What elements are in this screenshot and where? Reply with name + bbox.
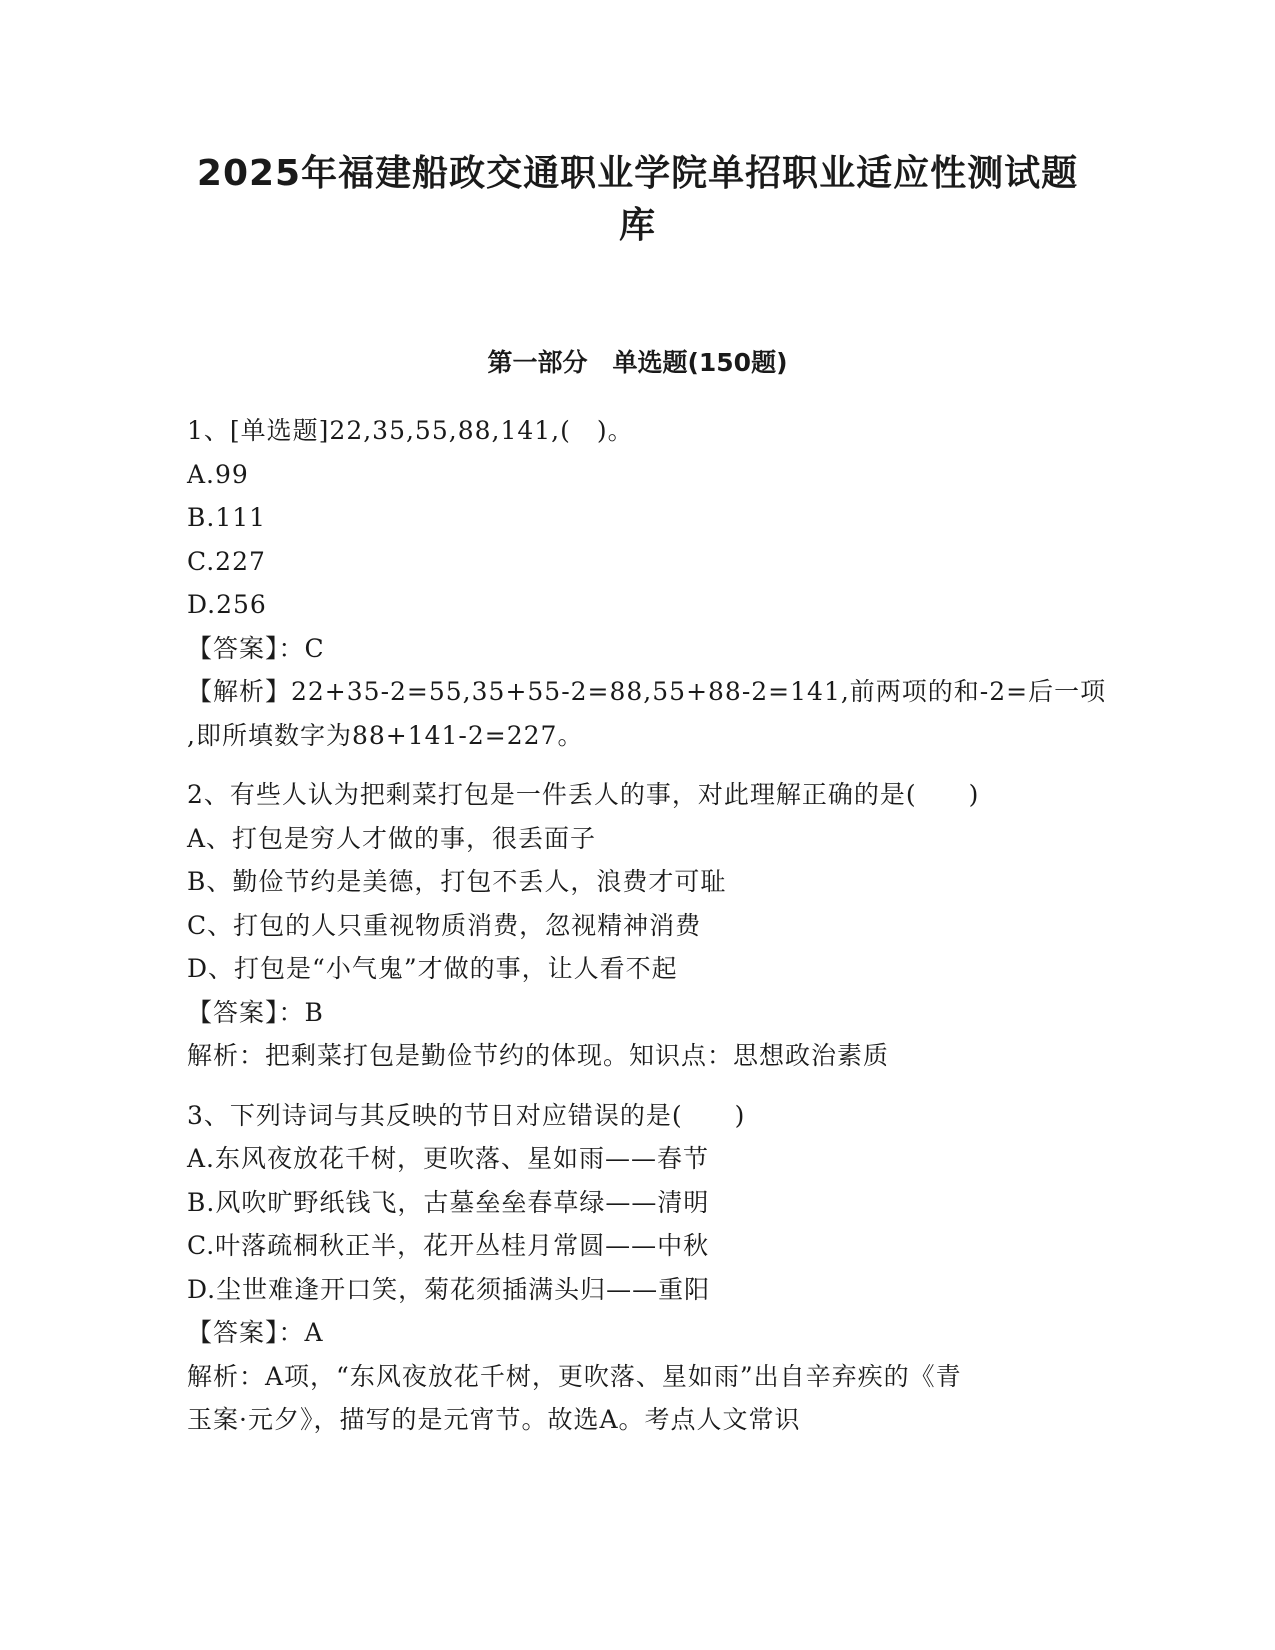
option-d: D、打包是“小气鬼”才做的事，让人看不起: [187, 954, 678, 983]
title-line-2: 库: [618, 205, 656, 246]
option-d: D.256: [187, 590, 267, 619]
explanation-line-1: 解析：把剩菜打包是勤俭节约的体现。知识点：思想政治素质: [187, 1041, 890, 1070]
option-a: A.99: [187, 459, 249, 489]
question-stem: 2、有些人认为把剩菜打包是一件丢人的事，对此理解正确的是( ): [187, 780, 980, 809]
option-d: D.尘世难逢开口笑，菊花须插满头归——重阳: [187, 1274, 711, 1304]
explanation-line-2: ,即所填数字为88+141-2=227。: [187, 720, 584, 750]
question-1: [187, 409, 1107, 757]
explanation-line-1: 【解析】22+35-2=55,35+55-2=88,55+88-2=141,前两项的和-2=后一项: [187, 677, 1107, 706]
option-b: B、勤俭节约是美德，打包不丢人，浪费才可耻: [187, 867, 727, 896]
option-c: C.叶落疏桐秋正半，花开丛桂月常圆——中秋: [187, 1231, 710, 1260]
section-heading: 第一部分 单选题(150题): [487, 348, 788, 377]
question-2: [187, 773, 1087, 1078]
explanation-line-2: 玉案·元夕》，描写的是元宵节。故选A。考点人文常识: [187, 1405, 801, 1434]
answer-line: 【答案】：C: [187, 633, 325, 663]
option-c: C.227: [187, 546, 266, 576]
answer-line: 【答案】：A: [187, 1318, 324, 1347]
document-title: [140, 148, 1135, 252]
option-a: A.东风夜放花千树，更吹落、星如雨——春节: [187, 1144, 710, 1173]
question-stem: 3、下列诗词与其反映的节日对应错误的是( ): [187, 1100, 746, 1130]
question-3: [187, 1094, 1087, 1442]
option-b: B.111: [187, 503, 267, 532]
option-a: A、打包是穷人才做的事，很丢面子: [187, 823, 597, 853]
title-line-1: 2025年福建船政交通职业学院单招职业适应性测试题: [196, 153, 1079, 194]
question-list: [187, 409, 1107, 1458]
question-stem: 1、[单选题]22,35,55,88,141,( )。: [187, 416, 634, 445]
option-b: B.风吹旷野纸钱飞，古墓垒垒春草绿——清明: [187, 1187, 710, 1217]
answer-line: 【答案】：B: [187, 997, 324, 1027]
option-c: C、打包的人只重视物质消费，忽视精神消费: [187, 910, 702, 940]
explanation-line-1: 解析：A项，“东风夜放花千树，更吹落、星如雨”出自辛弃疾的《青: [187, 1361, 962, 1391]
